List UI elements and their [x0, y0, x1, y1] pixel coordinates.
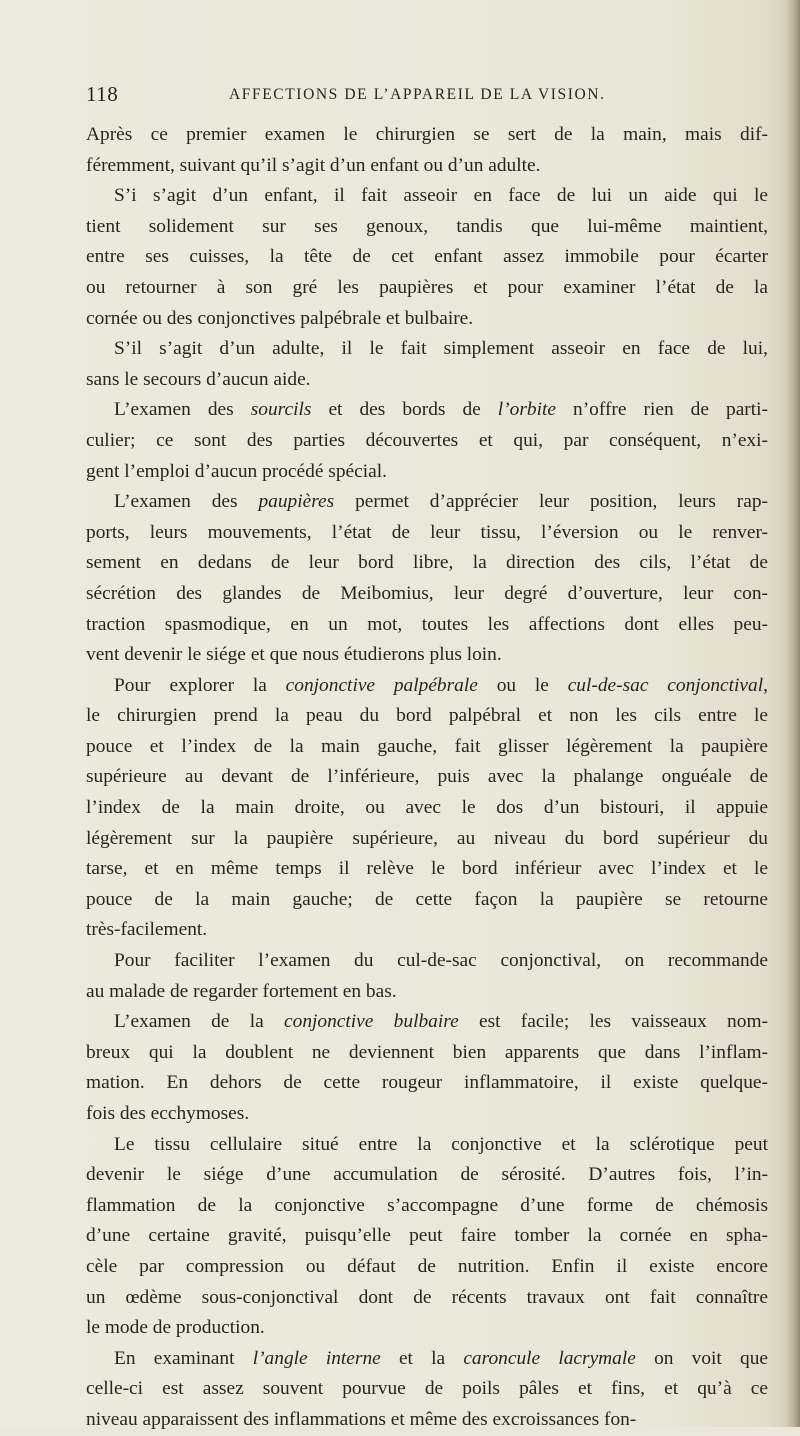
text-line [86, 1191, 768, 1222]
text-line [86, 1405, 768, 1436]
text-span: flammation de la conjonctive s’accompagne d’une forme de chémosis [86, 1194, 768, 1216]
text-span: gent l’emploi d’aucun procédé spécial. [86, 460, 387, 482]
text-span: très-facilement. [86, 919, 208, 941]
text-span: S’il s’agit d’un adulte, il le fait simplement asseoir en face de lui, [114, 338, 768, 360]
text-line [86, 457, 768, 488]
italic-term: conjonctive bulbaire [284, 1011, 459, 1033]
text-span: supérieure au devant de l’inférieure, puis avec la phalange onguéale de [86, 766, 768, 788]
text-line [86, 395, 768, 426]
text-span: l’index de la main droite, ou avec le dos d’un bistouri, il appuie [86, 797, 768, 819]
text-span: un œdème sous-conjonctival dont de récents travaux ont fait connaître [86, 1286, 768, 1308]
text-line [86, 151, 768, 182]
text-span: Pour faciliter l’examen du cul-de-sac conjonctival, on recommande [114, 950, 768, 972]
text-span: celle-ci est assez souvent pourvue de poils pâles et fins, et qu’à ce [86, 1378, 768, 1400]
text-line [86, 977, 768, 1008]
italic-term: sourcils [250, 399, 312, 421]
text-line [86, 181, 768, 212]
text-span: ou retourner à son gré les paupières et pour examiner l’état de la [86, 276, 768, 298]
text-line [86, 334, 768, 365]
page-edge-shadow [786, 0, 800, 1427]
text-span: légèrement sur la paupière supérieure, au niveau du bord supérieur du [86, 827, 768, 849]
text-line [86, 1099, 768, 1130]
text-span: ports, leurs mouvements, l’état de leur tissu, l’éversion ou le renver- [86, 521, 768, 543]
text-span: est facile; les vaisseaux nom- [458, 1011, 768, 1033]
text-span: fois des ecchymoses. [86, 1103, 250, 1124]
text-span: L’examen de la [114, 1011, 285, 1033]
italic-term: l’angle interne [252, 1347, 381, 1369]
text-span: sans le secours d’aucun aide. [86, 368, 311, 390]
text-span: En examinant [114, 1347, 253, 1369]
text-line [86, 1283, 768, 1314]
text-line [86, 1068, 768, 1099]
text-line [86, 1252, 768, 1283]
text-span: on voit que [635, 1347, 769, 1369]
text-span: sement en dedans de leur bord libre, la direction des cils, l’état de [86, 552, 768, 574]
text-line [86, 487, 768, 518]
text-line [86, 365, 768, 396]
text-span: permet d’apprécier leur position, leurs rap- [334, 491, 768, 513]
text-line [86, 518, 768, 549]
text-line [86, 212, 768, 243]
text-line [86, 854, 768, 885]
text-span: Pour explorer la [114, 674, 286, 696]
text-line [86, 1344, 768, 1375]
text-span: entre ses cuisses, la tête de cet enfant assez immobile pour écarter [86, 246, 768, 268]
text-span: cornée ou des conjonctives palpébrale et bulbaire. [86, 307, 474, 329]
text-span: culier; ce sont des parties découvertes et qui, par conséquent, n’exi- [86, 429, 768, 451]
text-line [86, 671, 768, 702]
text-span: au malade de regarder fortement en bas. [86, 980, 397, 1002]
text-line [86, 1038, 768, 1069]
text-line [86, 426, 768, 457]
text-span: féremment, suivant qu’il s’agit d’un enfant ou d’un adulte. [86, 154, 541, 176]
text-span: d’une certaine gravité, puisqu’elle peut faire tomber la cornée en spha- [86, 1225, 768, 1247]
text-line [86, 1374, 768, 1405]
text-span: traction spasmodique, en un mot, toutes les affections dont elles peu- [86, 613, 768, 635]
text-span: , [763, 674, 768, 696]
text-span: le chirurgien prend la peau du bord palpébral et non les cils entre le [86, 705, 768, 727]
text-span: vent devenir le siége et que nous étudierons plus loin. [86, 644, 502, 666]
text-span: pouce de la main gauche; de cette façon la paupière se retourne [86, 888, 768, 910]
body-text [86, 120, 768, 1436]
text-span: Le tissu cellulaire situé entre la conjonctive et la sclérotique peut [114, 1133, 768, 1155]
text-span: le mode de production. [86, 1317, 265, 1339]
text-line [86, 793, 768, 824]
text-line [86, 946, 768, 977]
text-span: sécrétion des glandes de Meibomius, leur degré d’ouverture, leur con- [86, 582, 768, 604]
italic-term: paupières [258, 491, 335, 513]
text-line [86, 640, 768, 671]
text-span: S’i s’agit d’un enfant, il fait asseoir en face de lui un aide qui le [114, 185, 768, 207]
text-line [86, 579, 768, 610]
text-span: et la [380, 1347, 464, 1369]
text-span: devenir le siége d’une accumulation de sérosité. D’autres fois, l’in- [86, 1164, 768, 1186]
text-span: tient solidement sur ses genoux, tandis que lui-même maintient, [86, 215, 768, 237]
text-span: Après ce premier examen le chirurgien se sert de la main, mais dif- [86, 124, 768, 145]
text-line [86, 242, 768, 273]
italic-term: l’orbite [497, 399, 556, 421]
text-span: et des bords de [311, 399, 498, 421]
text-line [86, 762, 768, 793]
italic-term: caroncule lacrymale [463, 1347, 636, 1369]
text-span: cèle par compression ou défaut de nutrition. Enfin il existe encore [86, 1255, 768, 1277]
italic-term: cul-de-sac conjonctival [567, 674, 764, 696]
text-line [86, 304, 768, 335]
text-line [86, 1221, 768, 1252]
text-line [86, 1130, 768, 1161]
text-span: mation. En dehors de cette rougeur inflammatoire, il existe quelque- [86, 1072, 768, 1094]
running-head: AFFECTIONS DE L’APPAREIL DE LA VISION. [229, 86, 606, 103]
page-header [86, 82, 766, 108]
text-span: n’offre rien de parti- [555, 399, 768, 421]
text-span: ou le [477, 674, 568, 696]
text-line [86, 273, 768, 304]
text-line [86, 732, 768, 763]
text-span: niveau apparaissent des inflammations et même des excroissances fon- [86, 1408, 637, 1430]
text-line [86, 885, 768, 916]
text-line [86, 701, 768, 732]
italic-term: conjonctive palpébrale [285, 674, 478, 696]
text-line [86, 1007, 768, 1038]
text-span: breux qui la doublent ne deviennent bien apparents que dans l’inflam- [86, 1041, 768, 1063]
page-number: 118 [86, 82, 119, 106]
text-line [86, 1160, 768, 1191]
text-line [86, 915, 768, 946]
text-span: tarse, et en même temps il relève le bord inférieur avec l’index et le [86, 858, 768, 880]
text-line [86, 610, 768, 641]
text-line [86, 548, 768, 579]
text-line [86, 824, 768, 855]
text-line [86, 1313, 768, 1344]
text-span: L’examen des [114, 491, 259, 513]
text-line [86, 120, 768, 151]
text-span: L’examen des [114, 399, 251, 421]
text-span: pouce et l’index de la main gauche, fait glisser légèrement la paupière [86, 735, 768, 757]
